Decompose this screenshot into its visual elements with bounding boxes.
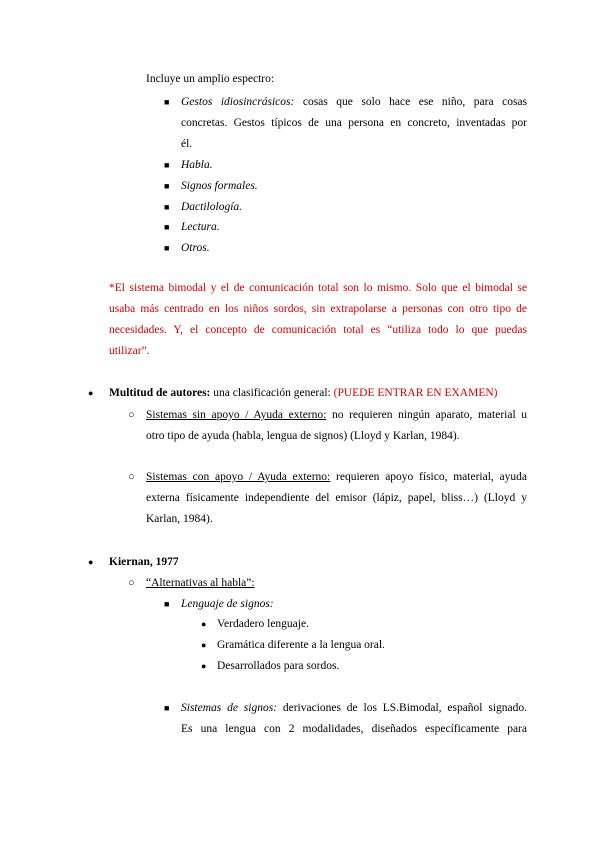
gestos-line-2: concretas. Gestos típicos de una persona en concreto, inventadas por [181, 117, 527, 129]
square-bullet-icon: ■ [164, 222, 170, 232]
round-bullet-icon: ● [88, 388, 94, 398]
note-line-1: *El sistema bimodal y el de comunicación total son lo mismo. Solo que el bimodal se [109, 282, 527, 294]
gestos-term: Gestos idiosincrásicos: [181, 96, 295, 108]
con-apoyo-line-3: Karlan, 1984). [146, 513, 213, 525]
sub-item-sordos: Desarrollados para sordos. [217, 660, 340, 672]
con-apoyo-line-2: externa físicamente independiente del emisor (lápiz, papel, bliss…) (Lloyd y [146, 492, 527, 504]
round-bullet-icon: ● [201, 619, 207, 629]
hollow-bullet-icon: ○ [128, 409, 135, 421]
spectrum-item-lectura: Lectura. [181, 221, 220, 233]
alternativas-heading: “Alternativas al habla”: [146, 577, 255, 589]
gestos-line-3: él. [181, 138, 193, 150]
square-bullet-icon: ■ [164, 703, 170, 713]
sub-item-gramatica: Gramática diferente a la lengua oral. [217, 639, 385, 651]
authors-desc: una clasificación general: [213, 387, 331, 399]
sin-apoyo-term: Sistemas sin apoyo / Ayuda externo: [146, 409, 327, 421]
hollow-bullet-icon: ○ [128, 577, 135, 589]
square-bullet-icon: ■ [164, 181, 170, 191]
sin-apoyo-line-1 [146, 408, 527, 422]
authors-heading [109, 386, 497, 400]
note-line-2: usaba más centrado en los niños sordos, sin extrapolarse a personas con otro tipo de [109, 303, 527, 315]
exam-badge: (PUEDE ENTRAR EN EXAMEN) [333, 387, 498, 399]
con-apoyo-term: Sistemas con apoyo / Ayuda externo: [146, 471, 331, 483]
spectrum-intro: Incluye un amplio espectro: [146, 73, 275, 85]
square-bullet-icon: ■ [164, 202, 170, 212]
spectrum-item-signos: Signos formales. [181, 180, 258, 192]
round-bullet-icon: ● [201, 640, 207, 650]
square-bullet-icon: ■ [164, 97, 170, 107]
spectrum-item-otros: Otros. [181, 242, 210, 254]
square-bullet-icon: ■ [164, 160, 170, 170]
square-bullet-icon: ■ [164, 599, 170, 609]
note-line-4: utilizar”. [109, 345, 150, 357]
square-bullet-icon: ■ [164, 243, 170, 253]
round-bullet-icon: ● [201, 661, 207, 671]
sub-item-verdadero: Verdadero lenguaje. [217, 618, 309, 630]
authors-title: Multitud de autores: [109, 387, 211, 399]
sistemas-line-2: Es una lengua con 2 modalidades, diseñados específicamente para [181, 723, 527, 735]
lenguaje-signos: Lenguaje de signos: [181, 598, 274, 610]
sin-apoyo-line-2: otro tipo de ayuda (habla, lengua de signos) (Lloyd y Karlan, 1984). [146, 430, 460, 442]
con-apoyo-desc: requieren apoyo físico, material, ayuda [336, 471, 528, 483]
sin-apoyo-desc: no requieren ningún aparato, material u [331, 409, 528, 421]
sistemas-line-1 [181, 701, 527, 715]
spectrum-item-habla: Habla. [181, 159, 213, 171]
gestos-line-1 [181, 95, 527, 109]
con-apoyo-line-1 [146, 470, 527, 484]
round-bullet-icon: ● [88, 557, 94, 567]
spectrum-item-dactilologia: Dactilología. [181, 201, 243, 213]
sistemas-desc: derivaciones de los LS.Bimodal, español signado. [282, 702, 527, 714]
note-line-3: necesidades. Y, el concepto de comunicación total es “utiliza todo lo que puedas [109, 324, 527, 336]
kiernan-title: Kiernan, 1977 [109, 556, 179, 568]
sistemas-term: Sistemas de signos: [181, 702, 278, 714]
gestos-desc-1: cosas que solo hace ese niño, para cosas [302, 96, 527, 108]
hollow-bullet-icon: ○ [128, 471, 135, 483]
